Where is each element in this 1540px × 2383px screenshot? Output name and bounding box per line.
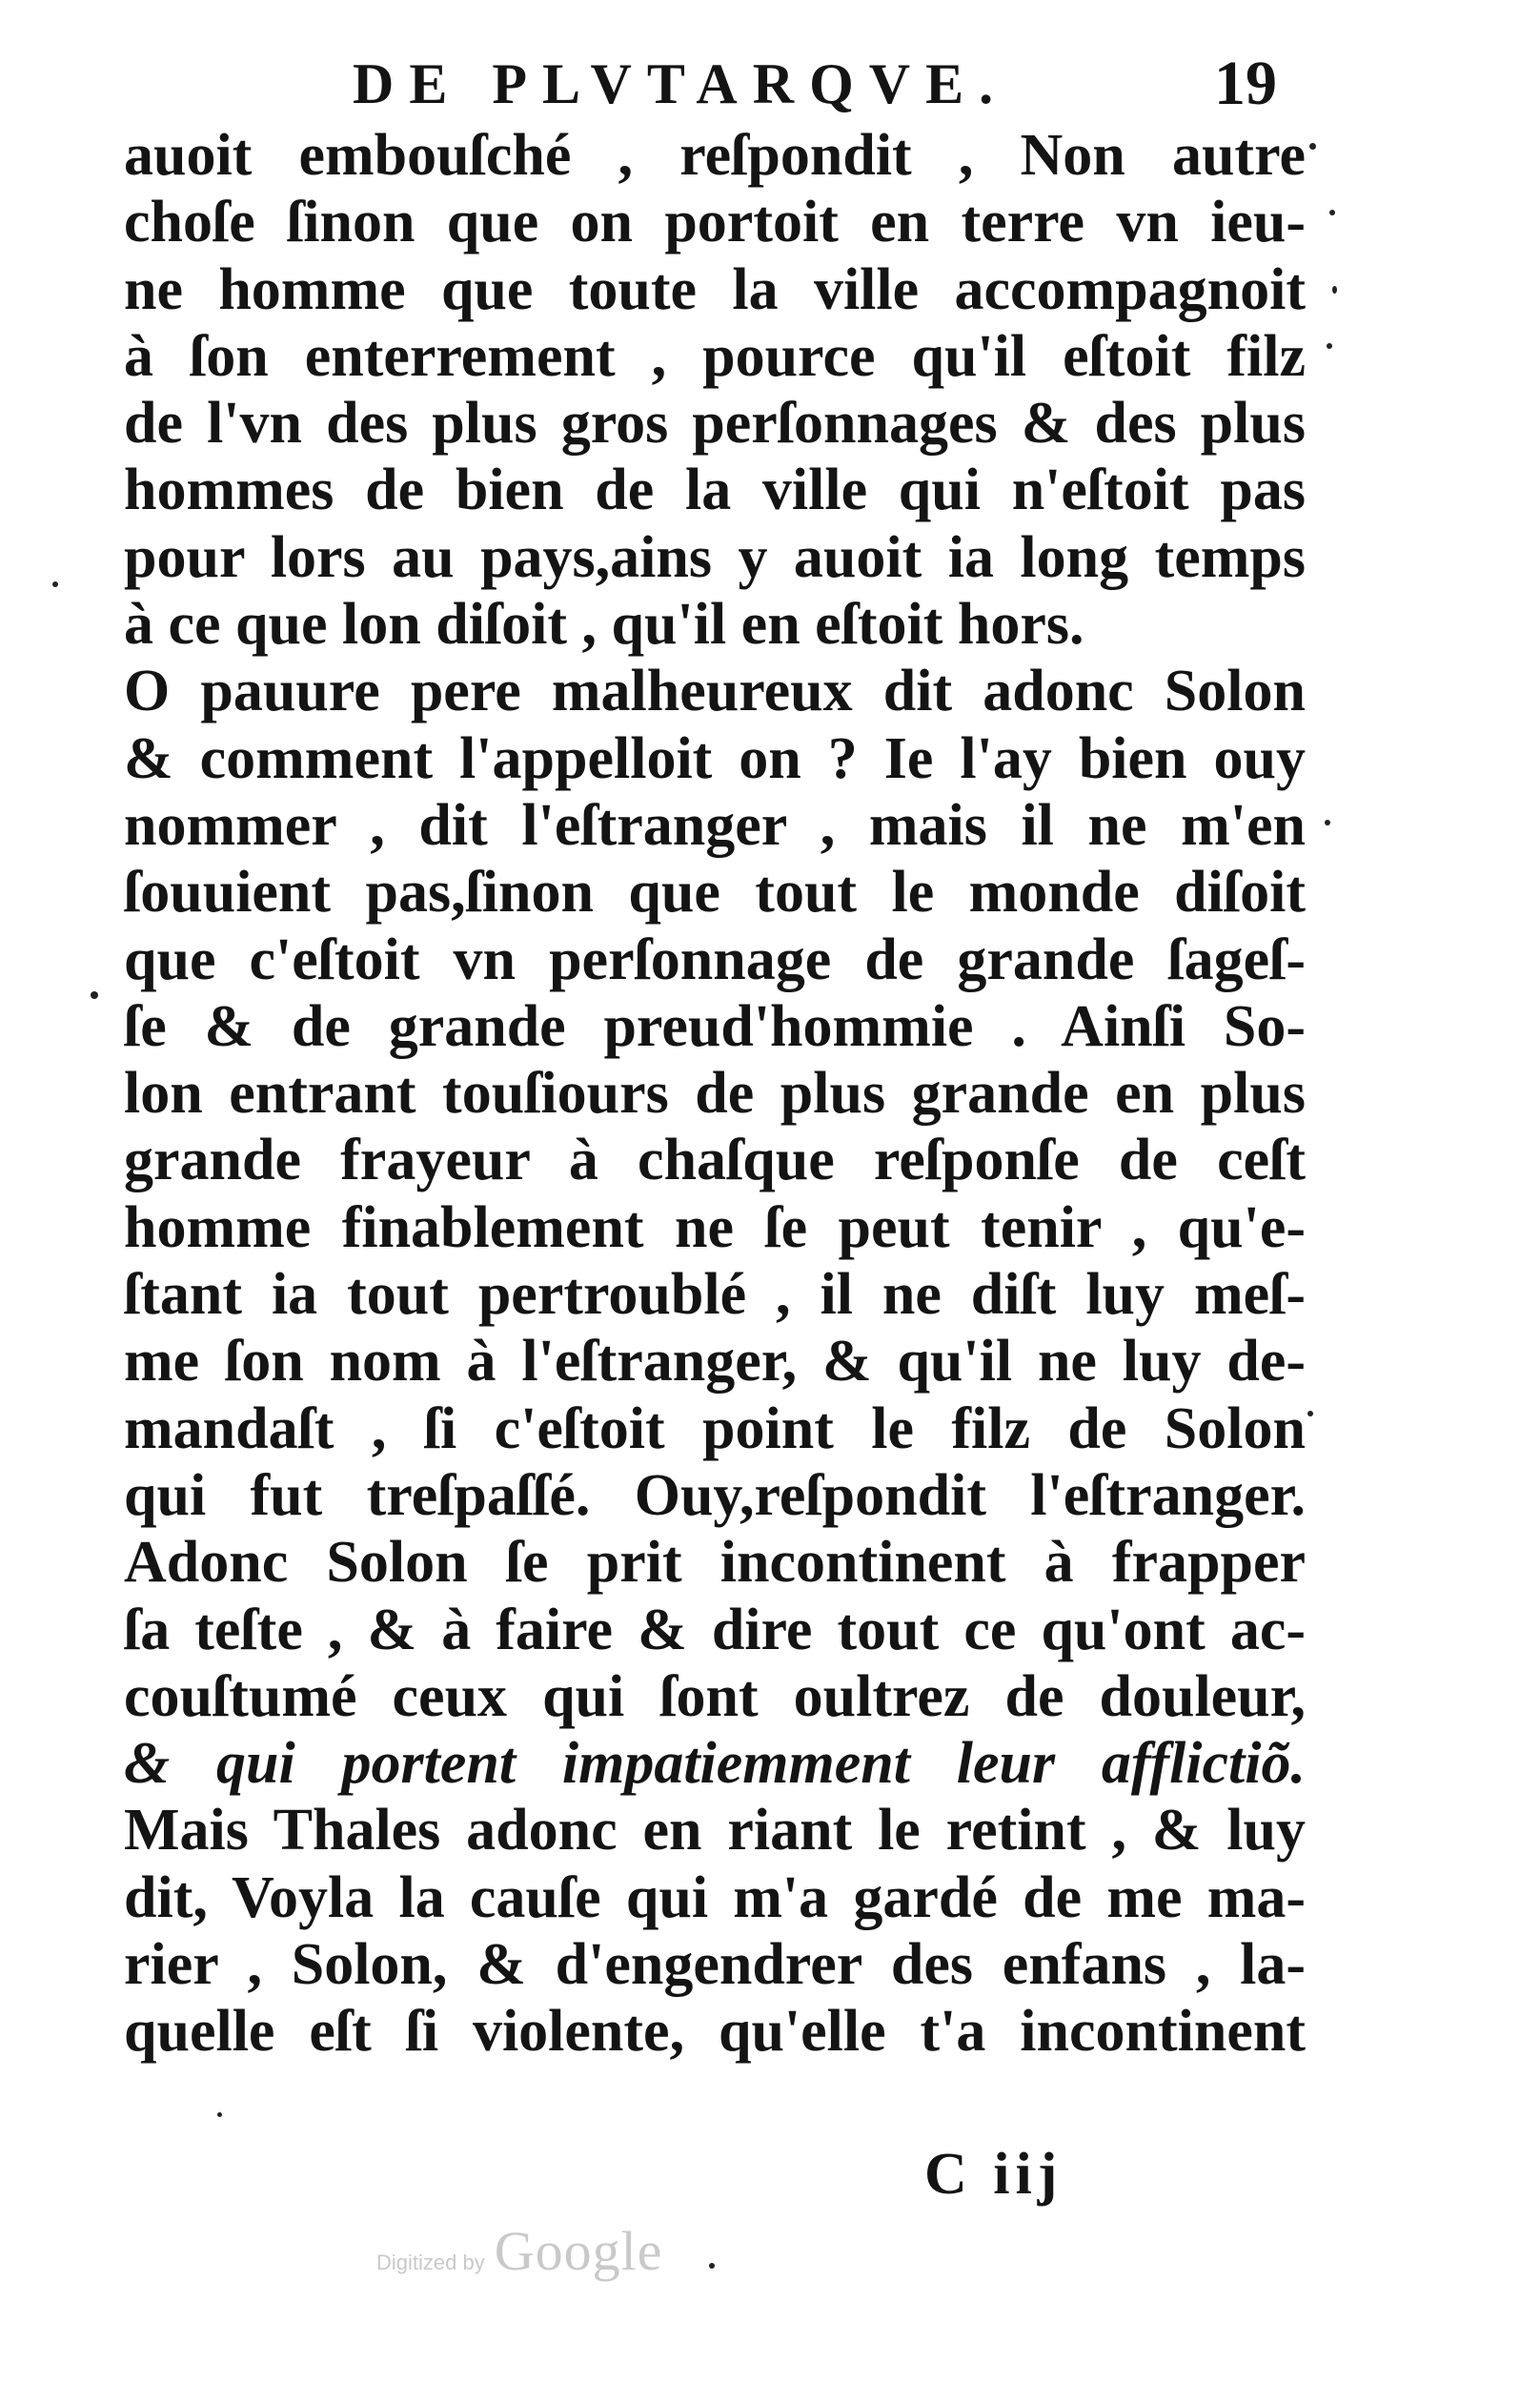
text-line: lon entrant touſiours de plus grande en plus xyxy=(124,1061,1306,1127)
ink-speck xyxy=(217,2112,222,2117)
ink-speck xyxy=(1329,210,1335,215)
page-number: 19 xyxy=(1214,49,1277,118)
text-line: me ſon nom à l'eſtranger, & qu'il ne luy de- xyxy=(124,1329,1306,1395)
text-line: auoit embouſché , reſpondit , Non autre xyxy=(124,123,1306,188)
watermark-prefix: Digitized by xyxy=(376,2251,485,2274)
text-line: Mais Thales adonc en riant le retint , & luy xyxy=(124,1798,1306,1864)
text-line: pour lors au pays,ains y auoit ia long temps xyxy=(124,524,1306,590)
body-text xyxy=(124,122,1306,2066)
text-line: & comment l'appelloit on ? Ie l'ay bien ouy xyxy=(124,725,1306,791)
ink-speck xyxy=(1309,143,1316,150)
text-line: à ce que lon diſoit , qu'il en eſtoit hors. xyxy=(124,592,1084,658)
text-line: ne homme que toute la ville accompagnoit xyxy=(124,256,1306,322)
text-line: de l'vn des plus gros perſonnages & des plus xyxy=(124,391,1306,457)
ink-speck xyxy=(1327,343,1332,349)
text-line: nommer , dit l'eſtranger , mais il ne m'en xyxy=(124,792,1306,858)
text-line: ſtant ia tout pertroublé , il ne diſt luy meſ- xyxy=(124,1262,1306,1328)
text-line: Adonc Solon ſe prit incontinent à frapper xyxy=(124,1530,1306,1596)
text-line: & qui portent impatiemment leur afflictiõ. xyxy=(124,1731,1306,1797)
text-line: grande frayeur à chaſque reſponſe de ceſt xyxy=(124,1128,1306,1193)
ink-speck xyxy=(1307,1411,1313,1416)
text-line: dit, Voyla la cauſe qui m'a gardé de me ma- xyxy=(124,1864,1306,1930)
text-line: que c'eſtoit vn perſonnage de grande ſageſ- xyxy=(124,927,1306,992)
signature-mark: C iij xyxy=(924,2142,1064,2207)
text-line: ſouuient pas,ſinon que tout le monde diſoit xyxy=(124,860,1306,926)
text-line: ſa teſte , & à faire & dire tout ce qu'ont ac- xyxy=(124,1597,1306,1662)
ink-speck xyxy=(1332,286,1337,294)
ink-speck xyxy=(91,991,98,999)
text-line: qui fut treſpaſſé. Ouy,reſpondit l'eſtranger. xyxy=(124,1462,1306,1528)
text-line: rier , Solon, & d'engendrer des enfans , la- xyxy=(124,1932,1306,1998)
ink-speck xyxy=(709,2263,715,2269)
text-line: quelle eſt ſi violente, qu'elle t'a incontinent xyxy=(124,1999,1306,2065)
running-head xyxy=(353,46,1306,122)
text-line: couſtumé ceux qui ſont oultrez de douleur, xyxy=(124,1663,1306,1729)
text-line: homme finablement ne ſe peut tenir , qu'e- xyxy=(124,1194,1306,1260)
text-line: hommes de bien de la ville qui n'eſtoit pas xyxy=(124,458,1306,523)
ink-speck xyxy=(52,581,58,587)
text-line: mandaſt , ſi c'eſtoit point le filz de Solon xyxy=(124,1395,1306,1461)
text-line: choſe ſinon que on portoit en terre vn ieu- xyxy=(124,190,1306,255)
text-line: O pauure pere malheureux dit adonc Solon xyxy=(124,659,1306,724)
text-line: ſe & de grande preud'hommie . Ainſi So- xyxy=(124,993,1306,1059)
google-logo: Google xyxy=(494,2220,663,2282)
running-head-title: DE PLVTARQVE. xyxy=(353,52,1009,115)
text-line: à ſon enterrement , pource qu'il eſtoit filz xyxy=(124,323,1306,389)
ink-speck xyxy=(1325,820,1330,825)
digitized-watermark xyxy=(376,2219,663,2282)
